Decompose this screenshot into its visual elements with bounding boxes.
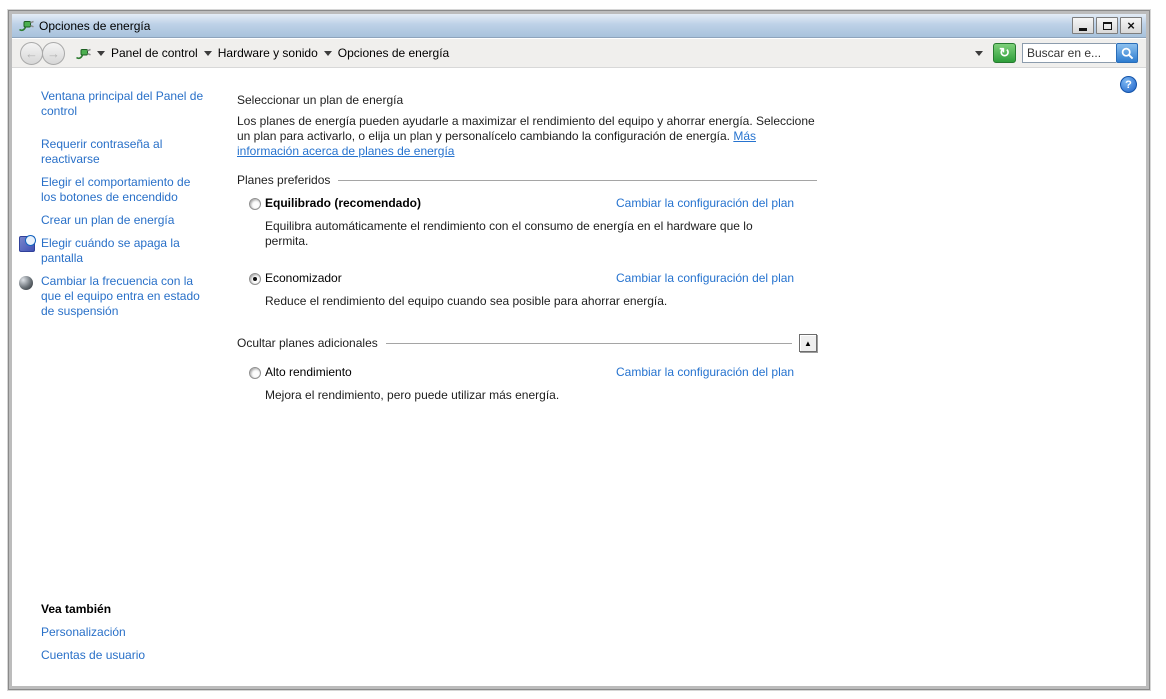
back-icon: ← [25, 45, 38, 61]
minimize-icon [1079, 28, 1087, 31]
change-plan-settings-link[interactable]: Cambiar la configuración del plan [616, 365, 795, 379]
address-dropdown-icon[interactable] [975, 51, 983, 56]
forward-button[interactable] [42, 42, 65, 65]
sidebar-item-label: Elegir el comportamiento de los botones de encendido [41, 175, 191, 204]
sidebar-item-label: Ventana principal del Panel de control [41, 89, 204, 118]
help-button[interactable] [1120, 76, 1137, 93]
breadcrumb [75, 44, 449, 63]
maximize-button[interactable] [1096, 17, 1118, 34]
section-divider [386, 343, 792, 344]
intro-paragraph [237, 114, 819, 159]
window-controls [1072, 17, 1142, 34]
plan-description: Mejora el rendimiento, pero puede utilizar más energía. [265, 388, 560, 402]
display-clock-icon [19, 236, 35, 252]
close-icon: × [1127, 18, 1135, 33]
power-options-window [8, 10, 1150, 690]
breadcrumb-item-control-panel[interactable]: Panel de control [111, 46, 198, 60]
sleep-sphere-icon [19, 276, 33, 290]
refresh-icon: ↻ [999, 45, 1010, 60]
breadcrumb-item-power-options[interactable]: Opciones de energía [337, 46, 450, 60]
intro-text: Los planes de energía pueden ayudarle a maximizar el rendimiento del equipo y ahorrar energía. Seleccione un plan para activarlo, o elija un plan y personalícelo cambiando la configuración de energía. [237, 114, 815, 143]
more-info-link[interactable]: Más información acerca de planes de energía [237, 129, 756, 158]
search-icon [1121, 47, 1134, 60]
sidebar-item-require-password[interactable] [19, 137, 209, 167]
plan-description: Reduce el rendimiento del equipo cuando sea posible para ahorrar energía. [265, 294, 668, 308]
search-button[interactable] [1116, 43, 1138, 63]
sidebar-item-create-plan[interactable] [19, 213, 209, 228]
section-header-preferred-plans [237, 171, 817, 189]
radio-power-saver[interactable] [249, 273, 261, 285]
content-area [12, 68, 1146, 686]
sidebar-item-power-buttons[interactable] [19, 175, 209, 205]
sidebar-item-display-off[interactable] [19, 236, 209, 266]
plan-name[interactable]: Economizador [265, 271, 342, 285]
sidebar-item-label: Elegir cuándo se apaga la pantalla [41, 236, 180, 265]
section-label: Ocultar planes adicionales [237, 336, 378, 350]
change-plan-settings-link[interactable]: Cambiar la configuración del plan [616, 196, 795, 210]
back-button[interactable] [20, 42, 43, 65]
section-divider [338, 180, 817, 181]
plan-row-high-performance [237, 365, 817, 381]
title-bar [12, 14, 1146, 38]
refresh-button[interactable] [993, 43, 1016, 63]
collapse-plans-button[interactable] [799, 334, 817, 352]
see-also-section [41, 602, 145, 671]
plan-row-balanced [237, 196, 817, 212]
address-toolbar [12, 38, 1146, 68]
sidebar-item-label: Crear un plan de energía [41, 213, 175, 227]
radio-balanced[interactable] [249, 198, 261, 210]
radio-high-performance[interactable] [249, 367, 261, 379]
help-icon: ? [1125, 78, 1132, 91]
see-also-title: Vea también [41, 602, 112, 616]
plan-row-power-saver [237, 271, 817, 287]
change-plan-settings-link[interactable]: Cambiar la configuración del plan [616, 271, 795, 285]
sidebar-item-sleep-timing[interactable] [19, 274, 209, 319]
plan-name[interactable]: Alto rendimiento [265, 365, 352, 379]
sidebar-item-label: Requerir contraseña al reactivarse [41, 137, 163, 166]
forward-icon: → [47, 45, 60, 61]
close-button[interactable] [1120, 17, 1142, 34]
plan-name[interactable]: Equilibrado (recomendado) [265, 196, 422, 210]
window-title: Opciones de energía [39, 18, 151, 33]
sidebar-item-label: Cambiar la frecuencia con la que el equipo entra en estado de suspensión [41, 274, 200, 318]
section-label: Planes preferidos [237, 173, 331, 187]
power-plug-icon [18, 16, 34, 35]
maximize-icon [1103, 22, 1112, 30]
chevron-down-icon[interactable] [97, 51, 105, 56]
breadcrumb-item-hardware-sound[interactable]: Hardware y sonido [217, 46, 318, 60]
sidebar-item-control-panel-home[interactable] [19, 89, 209, 119]
see-also-link-user-accounts[interactable]: Cuentas de usuario [41, 648, 146, 662]
chevron-down-icon[interactable] [204, 51, 212, 56]
plan-description: Equilibra automáticamente el rendimiento con el consumo de energía en el hardware que lo permita. [265, 219, 753, 248]
minimize-button[interactable] [1072, 17, 1094, 34]
page-title: Seleccionar un plan de energía [237, 93, 404, 107]
chevron-down-icon[interactable] [324, 51, 332, 56]
power-plug-icon[interactable] [75, 44, 91, 63]
sidebar [19, 89, 215, 327]
see-also-link-personalization[interactable]: Personalización [41, 625, 126, 639]
section-header-additional-plans [237, 334, 817, 352]
search-box [1022, 43, 1138, 63]
collapse-arrow-icon: ▲ [804, 338, 812, 348]
search-input[interactable] [1022, 43, 1116, 63]
